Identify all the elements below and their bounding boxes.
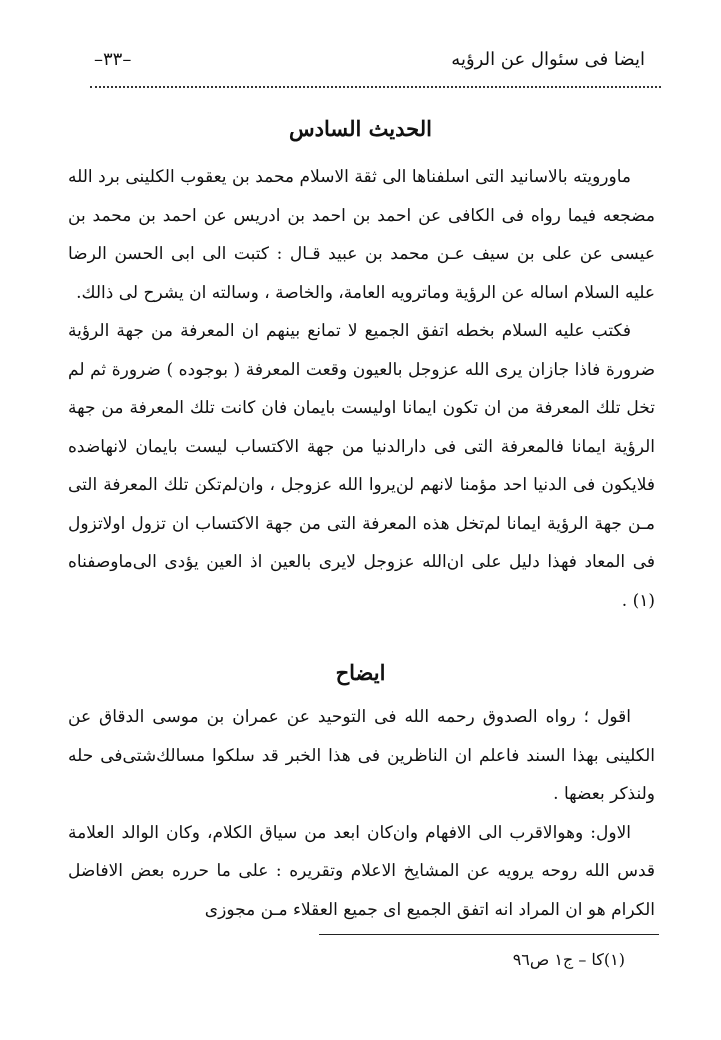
footnote-divider	[319, 934, 659, 935]
section-body-hadith	[68, 158, 655, 620]
footnote: (١)كا – ج١ ص٩٦	[512, 950, 625, 969]
paragraph-letter: فكتب عليه السلام بخطه اتفق الجميع لا تمانع بينهم ان المعرفة من جهة الرؤية ضرورة فاذا جازان يرى الله عزوجل بالعيون وقعت المعرفة ( بوجوده ) ضرورة ثم لم تخل تلك المعرفة من ان تكون ايمانا اوليست بايمان فان كانت تلك المعرفة من جهة الرؤية ايمانا فالمعرفة التى فى دارالدنيا من جهة الاكتساب ليست بايمان لانهاضده فلايكون فى الدنيا احد مؤمنا لانهم لن‌يروا الله عزوجل ، وان‌لم‌تكن تلك المعرفة التى مـن جهة الرؤية ايمانا لم‌تخل هذه المعرفة التى من جهة الاكتساب ان تزول اولاتزول فى المعاد فهذا دليل على ان‌الله عزوجل لايرى بالعين اذ العين يؤدى الى‌ماوصفناه (١) .	[68, 321, 655, 611]
paragraph-chain: ماورويته بالاسانيد التى اسلفناها الى ثقة الاسلام محمد بن يعقوب الكلينى برد الله مضجعه فيما رواه فى الكافى عن احمد بن احمد بن ادريس عن احمد بن محمد بن عيسى عن على بن سيف عـن محمد بن عبيد قـال : كتبت الى ابى الحسن الرضا عليه السلام اساله عن الرؤية وماترويه العامة، والخاصة ، وسالته ان يشرح لى ذالك.	[68, 167, 655, 303]
header-title: ايضا فى سئوال عن الرؤيه	[451, 48, 645, 70]
section-heading-explanation: ايضاح	[335, 660, 386, 685]
section-heading-hadith-six: الحديث السادس	[289, 116, 432, 141]
running-header	[94, 44, 645, 74]
paragraph-narration: اقول ؛ رواه الصدوق رحمه الله فى التوحيد عن عمران بن موسى الدقاق عن الكلينى بهذا السند فاعلم ان الناظرين فى هذا الخبر قد سلكوا مسالك‌شتى‌فى حله ولنذكر بعضها .	[68, 707, 655, 804]
header-divider	[90, 86, 661, 88]
page-number: –٣٣–	[94, 48, 132, 70]
paragraph-first-view: الاول: وهوالاقرب الى الافهام وان‌كان ابعد من سياق الكلام، وكان الوالد العلامة قدس الله روحه يرويه عن المشايخ الاعلام وتقريره : على ما حرره بعض الافاضل الكرام هو ان المراد انه اتفق الجميع اى جميع العقلاء مـن مجوزى	[68, 822, 655, 920]
section-body-explanation	[68, 698, 655, 929]
